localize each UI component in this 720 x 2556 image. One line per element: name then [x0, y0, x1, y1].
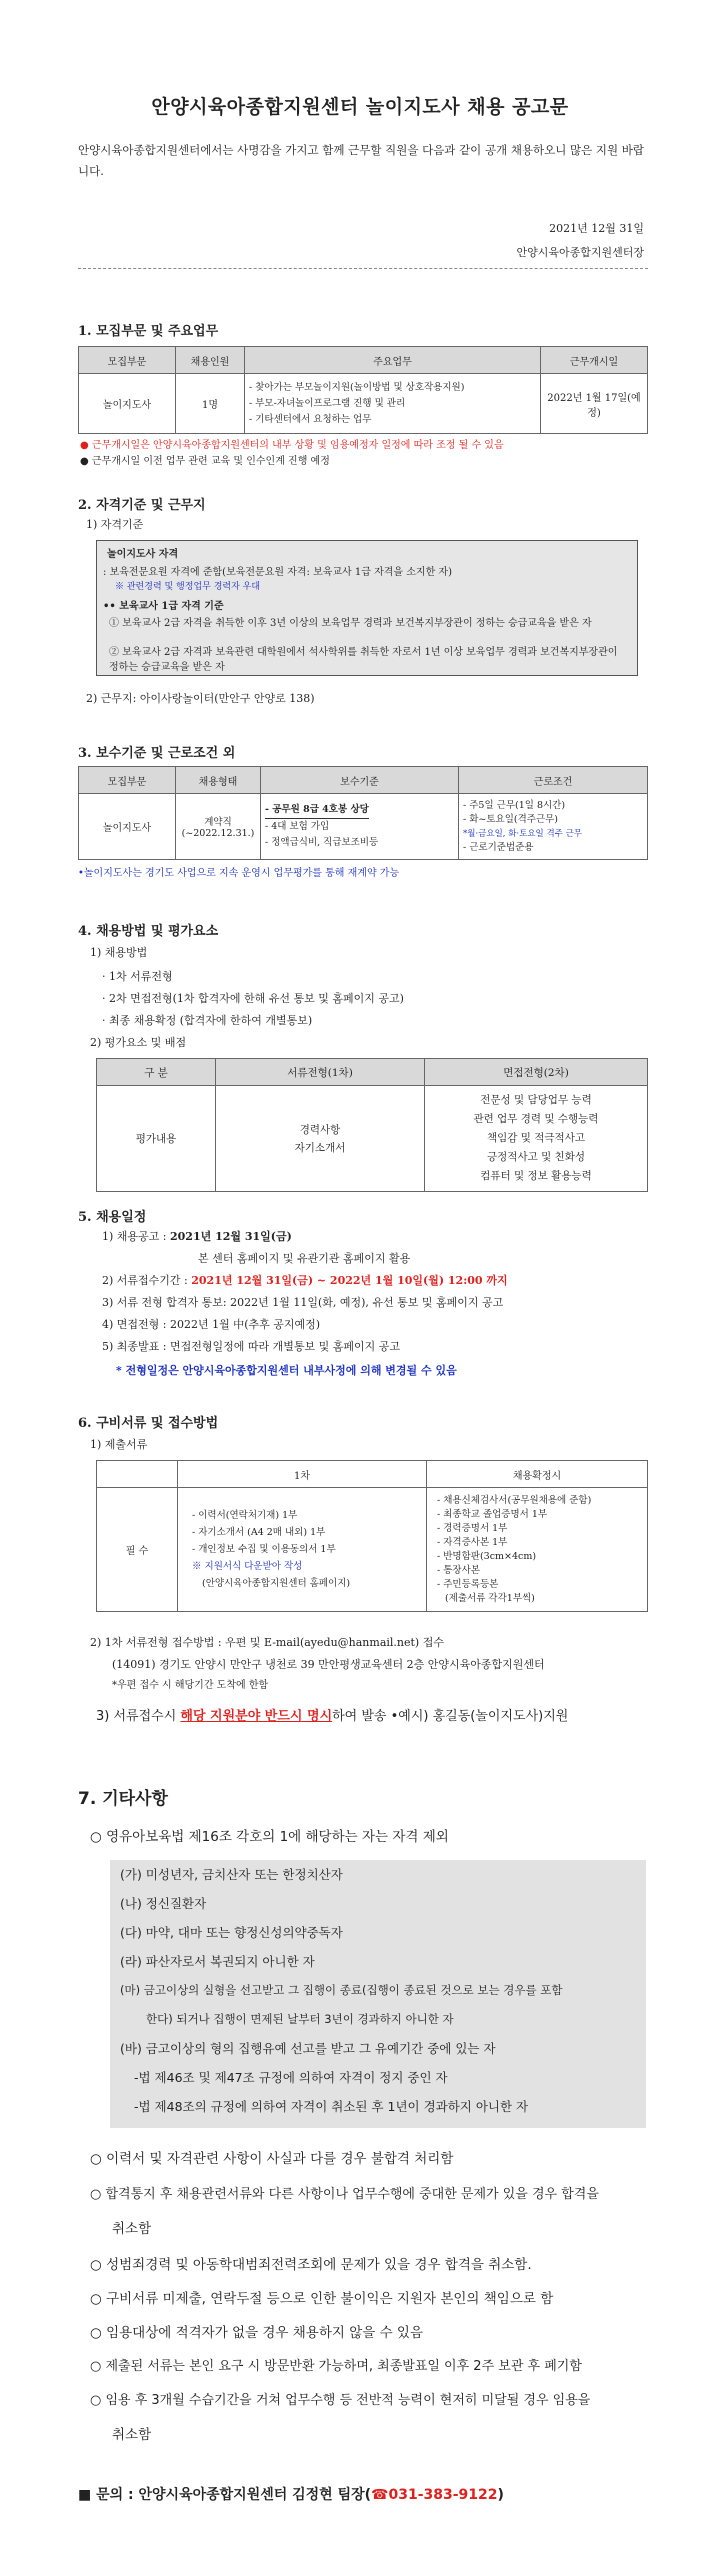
interview-item: 컴퓨터 및 정보 활용능력 [480, 1170, 592, 1182]
final-doc: - 자격증사본 1부 [437, 1536, 508, 1548]
disq-item: -법 제46조 및 제47조 규정에 의하여 자격이 정지 중인 자 [134, 2070, 448, 2085]
cell-dept: 놀이지도사 [79, 794, 176, 860]
documents-table [96, 1460, 648, 1612]
s5-period: 2021년 12월 31일(금) ~ 2022년 1월 10일(월) 12:00 까지 [191, 1274, 508, 1287]
duty-item: - 찾아가는 부모놀이지원(놀이방법 및 상호작용지원) [249, 381, 465, 393]
s6-mail-note: *우편 접수 시 해당기간 도착에 한함 [112, 1680, 269, 1691]
s6-sub1: 1) 제출서류 [90, 1438, 148, 1451]
pay-item: - 공무원 8급 4호봉 상당 [265, 802, 369, 819]
s7-item-7: ○ 제출된 서류는 본인 요구 시 방문반환 가능하며, 최종발표일 이후 2주 보관 후 폐기함 [90, 2359, 582, 2374]
s4-sub2: 2) 평가요소 및 배점 [90, 1036, 187, 1049]
box-line-1: : 보육전문요원 자격에 준함(보육전문요원 자격: 보육교사 1급 자격을 소지한 자) [103, 567, 452, 578]
s5-label-1: 1) 채용공고 : [102, 1230, 170, 1243]
s7-item-2: ○ 이력서 및 자격관련 사항이 사실과 다를 경우 불합격 처리함 [90, 2151, 454, 2167]
s7-item-8: ○ 임용 후 3개월 수습기간을 거쳐 업무수행 등 전반적 능력이 현저히 미달될 경우 임용을 [90, 2393, 591, 2408]
box-sub: •• 보육교사 1급 자격 기준 [103, 601, 224, 612]
cell-count: 1명 [176, 374, 245, 434]
section-6-heading: 6. 구비서류 및 접수방법 [78, 1416, 219, 1431]
s3-note: •놀이지도사는 경기도 사업으로 지속 운영시 업무평가를 통해 재계약 가능 [78, 868, 400, 879]
s7-item-6: ○ 임용대상에 적격자가 없을 경우 채용하지 않을 수 있음 [90, 2325, 424, 2341]
first-doc: (안양시육아종합지원센터 홈페이지) [202, 1578, 351, 1589]
contact-label: ■ 문의 : 안양시육아종합지원센터 김정현 팀장( [78, 2487, 372, 2503]
s2-sub1: 1) 자격기준 [86, 518, 144, 531]
s4-item: · 2차 면접전형(1차 합격자에 한해 유선 통보 및 홈페이지 공고) [102, 992, 404, 1005]
cell-dept: 놀이지도사 [79, 374, 176, 434]
box-title: 놀이지도사 자격 [107, 549, 179, 560]
final-doc: - 채용신체검사서(공무원채용에 준함) [437, 1494, 592, 1506]
s5-note: * 전형일정은 안양시육아종합지원센터 내부사정에 의해 변경될 수 있음 [116, 1364, 457, 1377]
s5-label-2: 2) 서류접수기간 : [102, 1274, 192, 1287]
evaluation-table [96, 1058, 648, 1192]
final-doc: - 주민등록등본 [437, 1578, 499, 1590]
contact-close: ) [497, 2487, 504, 2503]
s1-note-2: ● 근무개시일 이전 업무 관련 교육 및 인수인계 진행 예정 [80, 456, 330, 467]
disq-item: (마) 금고이상의 실형을 선고받고 그 집행이 종료(집행이 종료된 것으로 보는 경우를 포함 [120, 1983, 563, 1997]
th-category: 구 분 [97, 1059, 216, 1086]
s7-item-5: ○ 구비서류 미제출, 연락두절 등으로 인한 불이익은 지원자 본인의 책임으로 함 [90, 2291, 554, 2307]
cond-item: - 근로기준법준용 [463, 841, 534, 853]
final-doc: (제출서류 각각1부씩) [445, 1592, 535, 1604]
duty-item: - 기타센터에서 요청하는 업무 [249, 413, 372, 425]
disq-item: -법 제48조의 규정에 의하여 자격이 취소된 후 1년이 경과하지 아니한 자 [134, 2099, 529, 2114]
s7-item-8b: 취소함 [112, 2427, 152, 2443]
s4-sub1: 1) 채용방법 [90, 946, 148, 959]
s7-item-4: ○ 성범죄경력 및 아동학대범죄전력조회에 문제가 있을 경우 합격을 취소함. [90, 2257, 532, 2273]
section-3-heading: 3. 보수기준 및 근로조건 외 [78, 746, 236, 761]
first-doc: - 자기소개서 (A4 2매 내외) 1부 [192, 1527, 326, 1538]
s7-item-3b: 취소함 [112, 2221, 152, 2237]
interview-item: 책임감 및 적극적사고 [487, 1132, 585, 1144]
cell-start: 2022년 1월 17일(예정) [541, 374, 648, 434]
recruit-table [78, 346, 648, 434]
s4-item: · 최종 채용확정 (합격자에 한하여 개별통보) [102, 1014, 313, 1027]
s5-line-3: 3) 서류 전형 합격자 통보: 2022년 1월 11일(화, 예정), 유선 통보 및 홈페이지 공고 [102, 1296, 504, 1309]
first-doc: - 이력서(연락처기재) 1부 [192, 1510, 298, 1521]
th-pay: 보수기준 [261, 767, 459, 794]
s4-item: · 1차 서류전형 [102, 970, 173, 983]
s6-highlight: 해당 지원분야 반드시 명시 [180, 1709, 333, 1724]
first-doc: - 개인정보 수집 및 이용동의서 1부 [192, 1544, 336, 1555]
doc-item: 경력사항 [299, 1123, 341, 1136]
box-q1: ① 보육교사 2급 자격을 취득한 이후 3년 이상의 보육업무 경력과 보건복지부장관이 정하는 승급교육을 받은 자 [109, 618, 592, 629]
th-type: 채용형태 [176, 767, 261, 794]
s5-line-5: 5) 최종발표 : 면접전형일정에 따라 개별통보 및 홈페이지 공고 [102, 1340, 400, 1353]
th-cond: 근로조건 [459, 767, 648, 794]
disq-item: (라) 파산자로서 복권되지 아니한 자 [120, 1954, 315, 1969]
th-duties: 주요업무 [245, 347, 541, 374]
box-line-2: ※ 관련경력 및 행정업무 경력자 우대 [115, 582, 261, 592]
cell-type: 계약직 (~2022.12.31.) [176, 794, 261, 860]
first-doc: ※ 지원서식 다운받아 작성 [192, 1561, 303, 1572]
th-final: 채용확정시 [427, 1461, 648, 1488]
disq-item: (바) 금고이상의 형의 집행유예 선고를 받고 그 유예기간 중에 있는 자 [120, 2041, 496, 2056]
section-2-heading: 2. 자격기준 및 근무지 [78, 498, 206, 513]
final-doc: - 경력증명서 1부 [437, 1522, 508, 1534]
th-interview: 면접전형(2차) [425, 1059, 648, 1086]
disq-item: (가) 미성년자, 금치산자 또는 한정치산자 [120, 1867, 343, 1882]
duty-item: - 부모-자녀놀이프로그램 진행 및 관리 [249, 397, 406, 409]
s6-address: (14091) 경기도 안양시 만안구 냉천로 39 만안평생교육센터 2층 안양시육아종합지원센터 [112, 1658, 545, 1671]
salary-table [78, 766, 648, 860]
s1-note-1: ● 근무개시일은 안양시육아종합지원센터의 내부 상황 및 임용예정자 일정에 따라 조정 될 수 있음 [80, 440, 504, 451]
contact-phone[interactable]: ☎031-383-9122 [371, 2487, 498, 2503]
section-1-heading: 1. 모집부문 및 주요업무 [78, 324, 219, 339]
th-count: 채용인원 [176, 347, 245, 374]
th-start: 근무개시일 [541, 347, 648, 374]
interview-item: 전문성 및 담당업무 능력 [480, 1094, 592, 1106]
s5-announce-date: 2021년 12월 31일(금) [170, 1230, 292, 1243]
divider [78, 268, 648, 269]
final-doc: - 통장사본 [437, 1564, 480, 1576]
section-7-heading: 7. 기타사항 [78, 1789, 168, 1809]
interview-item: 긍정적사고 및 친화성 [487, 1151, 585, 1163]
s6-line-2: 2) 1차 서류전형 접수방법 : 우편 및 E-mail(ayedu@hanmail.net) 접수 [90, 1636, 444, 1649]
pay-item: - 정액급식비, 직급보조비등 [265, 837, 379, 848]
final-doc: - 반명함판(3cm×4cm) [437, 1550, 537, 1562]
pay-item: - 4대 보험 가입 [265, 821, 330, 832]
page-title: 안양시육아종합지원센터 놀이지도사 채용 공고문 [151, 96, 569, 118]
disqualification-box [110, 1860, 646, 2128]
cond-item: - 주5일 근무(1일 8시간) [463, 799, 566, 811]
s6-line-3a: 3) 서류접수시 [96, 1709, 181, 1724]
th-doc: 서류전형(1차) [216, 1059, 425, 1086]
section-4-heading: 4. 채용방법 및 평가요소 [78, 924, 219, 939]
section-5-heading: 5. 채용일정 [78, 1210, 147, 1225]
qualification-box [96, 540, 638, 676]
final-doc: - 최종학교 졸업증명서 1부 [437, 1508, 548, 1520]
s7-item-1: ○ 영유아보육법 제16조 각호의 1에 해당하는 자는 자격 제외 [90, 1829, 449, 1845]
s6-line-3c: 하여 발송 •예시) 홍길동(놀이지도사)지원 [332, 1709, 569, 1724]
notice-date: 2021년 12월 31일 [549, 222, 644, 235]
th-dept: 모집부문 [79, 347, 176, 374]
disq-item: (다) 마약, 대마 또는 향정신성의약중독자 [120, 1925, 343, 1940]
doc-item: 자기소개서 [294, 1141, 346, 1154]
cond-item: *월·금요일, 화·토요일 격주 근무 [463, 828, 582, 839]
disq-item: (나) 정신질환자 [120, 1896, 207, 1911]
box-q2: ② 보육교사 2급 자격과 보육관련 대학원에서 석사학위를 취득한 자로서 1년 이상 보육업무 경력과 보건복지부장관이 정하는 승급교육을 받은 자 [109, 647, 618, 673]
interview-item: 관련 업무 경력 및 수행능력 [473, 1113, 599, 1125]
cell-row-label: 필 수 [97, 1488, 178, 1612]
s7-item-3: ○ 합격통지 후 채용관련서류와 다른 사항이나 업무수행에 중대한 문제가 있을 경우 합격을 [90, 2187, 599, 2202]
s5-announce-channel: 본 센터 홈페이지 및 유관기관 홈페이지 활용 [198, 1252, 411, 1265]
notice-org: 안양시육아종합지원센터장 [516, 246, 644, 259]
s5-line-4: 4) 면접전형 : 2022년 1월 中(추후 공지예정) [102, 1318, 321, 1331]
intro-text: 안양시육아종합지원센터에서는 사명감을 가지고 함께 근무할 직원을 다음과 같이 공개 채용하오니 많은 지원 바랍니다. [78, 143, 644, 178]
th-dept: 모집부문 [79, 767, 176, 794]
cond-item: - 화~토요일(격주근무) [463, 813, 559, 825]
s2-sub2: 2) 근무지: 아이사랑놀이터(만안구 안양로 138) [86, 692, 315, 705]
cell-row-label: 평가내용 [97, 1086, 216, 1192]
disq-item: 한다) 되거나 집행이 면제된 날부터 3년이 경과하지 아니한 자 [146, 2012, 454, 2026]
th-first: 1차 [178, 1461, 427, 1488]
